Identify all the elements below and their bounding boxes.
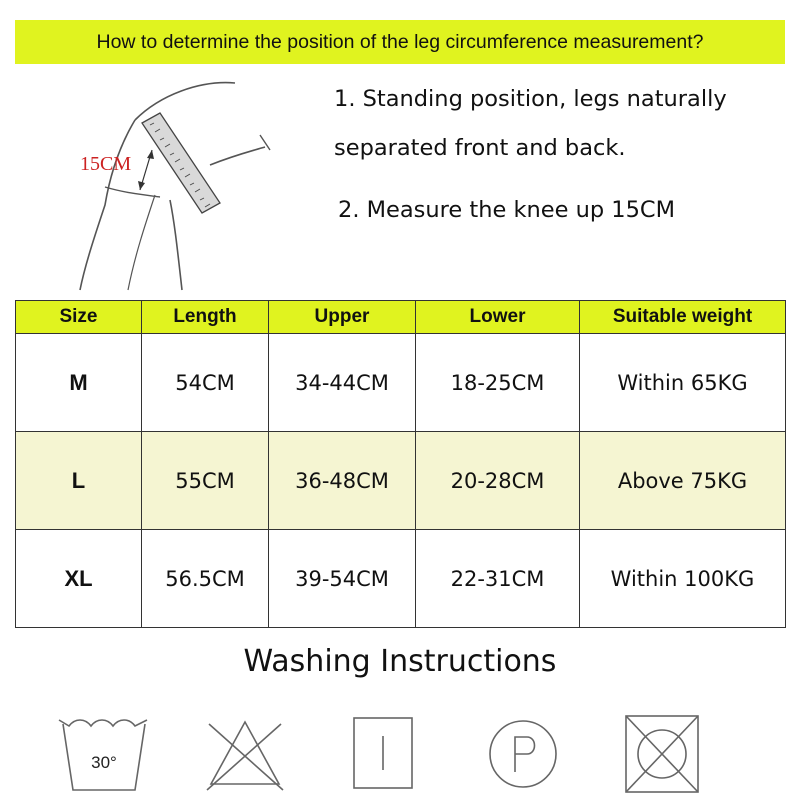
instruction-line-1: 1. Standing position, legs naturally bbox=[334, 86, 727, 112]
size-cell: L bbox=[16, 432, 142, 530]
wash-temperature: 30° bbox=[91, 753, 117, 772]
upper-cell: 39-54CM bbox=[269, 530, 416, 628]
do-not-bleach-icon bbox=[195, 712, 295, 796]
header-upper: Upper bbox=[269, 301, 416, 334]
size-cell: M bbox=[16, 334, 142, 432]
size-table-header bbox=[16, 301, 786, 334]
upper-cell: 36-48CM bbox=[269, 432, 416, 530]
wash-30-icon bbox=[55, 712, 155, 796]
size-table bbox=[15, 300, 786, 628]
header-length: Length bbox=[142, 301, 269, 334]
instruction-line-3: 2. Measure the knee up 15CM bbox=[338, 197, 676, 223]
instruction-line-2: separated front and back. bbox=[334, 135, 626, 161]
lower-cell: 18-25CM bbox=[416, 334, 580, 432]
length-cell: 56.5CM bbox=[142, 530, 269, 628]
table-row bbox=[16, 432, 786, 530]
header-lower: Lower bbox=[416, 301, 580, 334]
upper-cell: 34-44CM bbox=[269, 334, 416, 432]
length-cell: 54CM bbox=[142, 334, 269, 432]
washing-title: Washing Instructions bbox=[243, 644, 557, 679]
leg-measurement-illustration bbox=[60, 75, 290, 295]
weight-cell: Within 65KG bbox=[580, 334, 786, 432]
do-not-tumble-dry-icon bbox=[612, 712, 712, 796]
header-size: Size bbox=[16, 301, 142, 334]
question-banner bbox=[15, 20, 785, 64]
size-cell: XL bbox=[16, 530, 142, 628]
lower-cell: 22-31CM bbox=[416, 530, 580, 628]
header-suitable-weight: Suitable weight bbox=[580, 301, 786, 334]
weight-cell: Within 100KG bbox=[580, 530, 786, 628]
lower-cell: 20-28CM bbox=[416, 432, 580, 530]
length-cell: 55CM bbox=[142, 432, 269, 530]
question-text: How to determine the position of the leg circumference measurement? bbox=[96, 30, 704, 53]
measure-label: 15CM bbox=[80, 153, 132, 175]
table-row bbox=[16, 334, 786, 432]
weight-cell: Above 75KG bbox=[580, 432, 786, 530]
dry-clean-p-icon bbox=[473, 712, 573, 796]
line-dry-icon bbox=[333, 712, 433, 796]
table-row bbox=[16, 530, 786, 628]
